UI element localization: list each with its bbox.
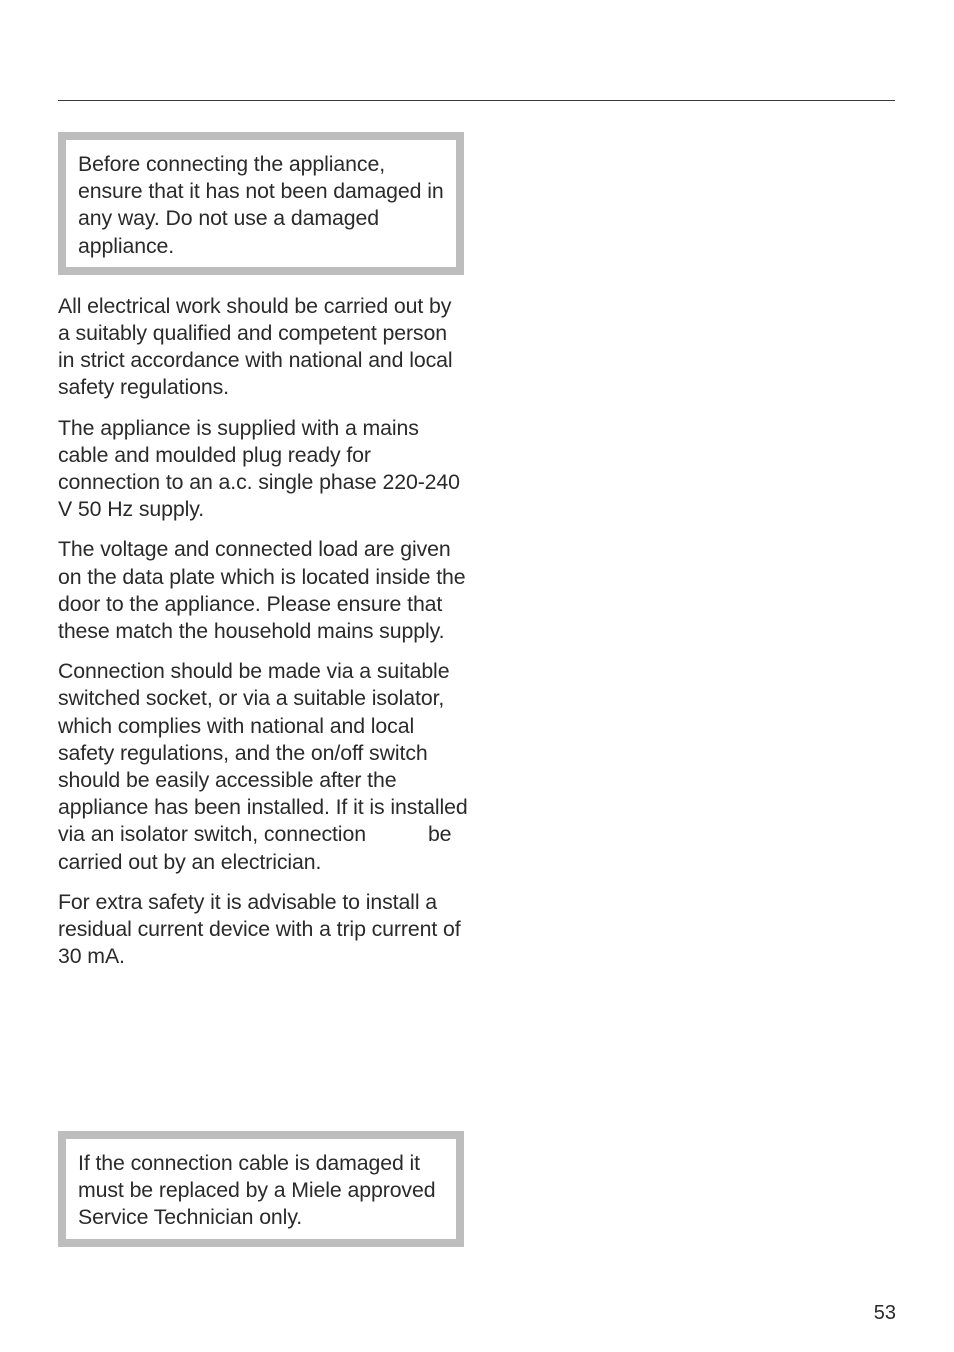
connection-text-part-1: Connection should be made via a suitable switched socket, or via a suitable isolator, which complies with national and local safety regulations, and the on/off switch should be easily accessible after the appliance has been installed. If it is installed via an isolator switch, connection: [58, 659, 468, 847]
main-column: [58, 132, 468, 970]
warning-box-cable: [58, 1131, 464, 1247]
page-number: 53: [873, 1302, 896, 1324]
header-rule: [58, 100, 895, 101]
warning-text-damage: Before connecting the appliance, ensure that it has not been damaged in any way. Do not use a damaged appliance.: [78, 152, 444, 258]
paragraph-connection: [58, 658, 468, 876]
warning-box-damage: [58, 132, 464, 275]
paragraph-electrical-work: All electrical work should be carried out by a suitably qualified and competent person in strict accordance with national and local safety regulations.: [58, 293, 453, 400]
warning-text-cable: If the connection cable is damaged it must be replaced by a Miele approved Service Technician only.: [78, 1151, 436, 1230]
paragraph-voltage-load: The voltage and connected load are given on the data plate which is located inside the door to the appliance. Please ensure that these match the household mains supply.: [58, 537, 466, 644]
paragraph-residual-current: For extra safety it is advisable to install a residual current device with a trip current of 30 mA.: [58, 889, 461, 969]
connection-text-part-2: be carried out by an electrician.: [58, 822, 452, 874]
paragraph-mains-cable: The appliance is supplied with a mains cable and moulded plug ready for connection to an a.c. single phase 220-240 V 50 Hz supply.: [58, 415, 460, 522]
